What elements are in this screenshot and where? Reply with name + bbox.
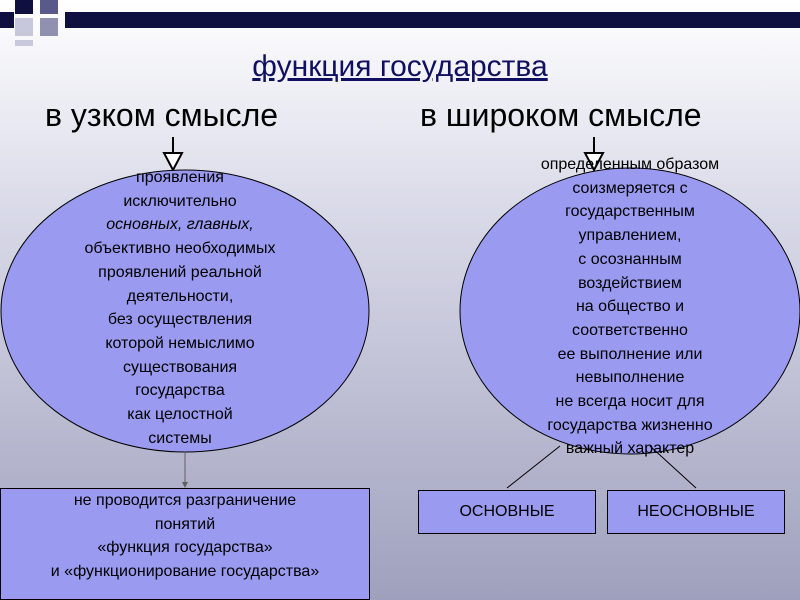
wide-line: государства жизненно bbox=[547, 416, 713, 434]
narrow-line: как целостной bbox=[127, 406, 233, 424]
narrow-note-box bbox=[0, 488, 370, 600]
narrow-line: основных, главных, bbox=[106, 216, 254, 234]
wide-sense-heading: в широком смысле bbox=[420, 97, 702, 133]
narrow-line: проявления bbox=[136, 169, 224, 186]
narrow-line: которой немыслимо bbox=[105, 334, 255, 352]
wide-definition bbox=[470, 153, 790, 461]
nonbasic-functions-box: НЕОСНОВНЫЕ bbox=[607, 490, 785, 534]
wide-line: с осознанным bbox=[578, 250, 682, 268]
narrow-sense-heading: в узком смысле bbox=[45, 97, 279, 133]
wide-line: воздействием bbox=[578, 274, 682, 292]
narrow-definition bbox=[30, 166, 330, 450]
narrow-connector bbox=[182, 452, 188, 488]
wide-line: соответственно bbox=[572, 321, 688, 339]
note-line: «функция государства» bbox=[97, 539, 273, 556]
wide-line: не всегда носит для bbox=[555, 393, 705, 411]
wide-line: соизмеряется с bbox=[572, 179, 688, 197]
wide-line: определенным образом bbox=[540, 156, 720, 173]
note-line: понятий bbox=[154, 515, 216, 533]
wide-line: на общество и bbox=[575, 298, 685, 316]
note-line: не проводится разграничение bbox=[73, 492, 297, 509]
narrow-line: государства bbox=[135, 382, 225, 400]
narrow-line: объективно необходимых bbox=[84, 240, 276, 258]
wide-line: ее выполнение или bbox=[557, 345, 703, 363]
narrow-line: деятельности, bbox=[126, 287, 234, 305]
page-title: функция государства bbox=[252, 50, 548, 83]
narrow-line: проявлений реальной bbox=[98, 263, 262, 281]
wide-line: важный характер bbox=[565, 440, 695, 458]
wide-line: невыполнение bbox=[575, 369, 685, 387]
narrow-line: существования bbox=[122, 358, 238, 376]
basic-functions-box: ОСНОВНЫЕ bbox=[418, 490, 596, 534]
narrow-line: исключительно bbox=[123, 192, 237, 210]
narrow-line: системы bbox=[148, 429, 212, 447]
narrow-line: без осуществления bbox=[107, 311, 253, 329]
note-line: и «функционирование государства» bbox=[50, 562, 320, 580]
wide-line: управлением, bbox=[578, 227, 682, 245]
wide-line: государственным bbox=[565, 203, 695, 221]
